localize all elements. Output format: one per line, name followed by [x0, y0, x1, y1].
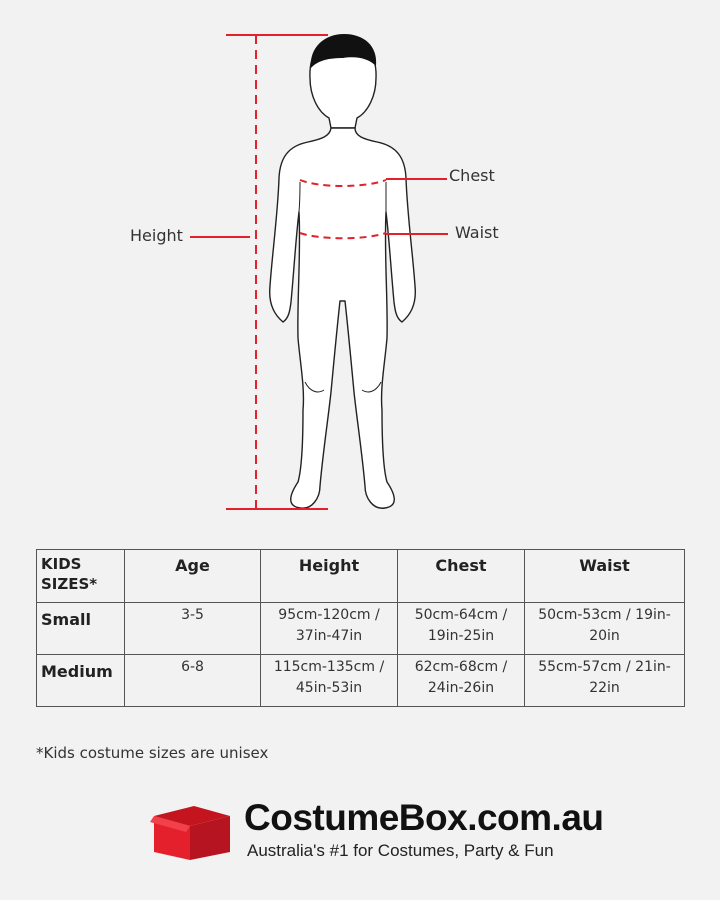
table-row: [37, 603, 685, 655]
chest-label: Chest: [449, 166, 495, 185]
age-cell: 3-5: [125, 603, 261, 655]
brand-name: CostumeBox.com.au: [244, 797, 604, 838]
height-cell: 95cm-120cm / 37in-47in: [261, 603, 398, 655]
brand-tagline: Australia's #1 for Costumes, Party & Fun: [247, 841, 554, 860]
height-label: Height: [130, 226, 183, 245]
header-age: Age: [125, 550, 261, 603]
costume-box-logo-icon: [150, 802, 234, 862]
header-height: Height: [261, 550, 398, 603]
header-kids-line: KIDS: [41, 555, 82, 573]
unisex-footnote: *Kids costume sizes are unisex: [36, 744, 269, 762]
chest-cell: 50cm-64cm / 19in-25in: [398, 603, 525, 655]
waist-cell: 50cm-53cm / 19in-20in: [525, 603, 685, 655]
waist-cell: 55cm-57cm / 21in-22in: [525, 655, 685, 707]
table-row: [37, 655, 685, 707]
table-header-row: [37, 550, 685, 603]
height-cell: 115cm-135cm / 45in-53in: [261, 655, 398, 707]
size-cell: Medium: [37, 655, 125, 707]
kids-size-table: [36, 549, 685, 707]
waist-label: Waist: [455, 223, 499, 242]
size-cell: Small: [37, 603, 125, 655]
header-kids-sizes: [37, 550, 125, 603]
header-chest: Chest: [398, 550, 525, 603]
header-sizes-line: SIZES*: [41, 575, 98, 593]
header-waist: Waist: [525, 550, 685, 603]
age-cell: 6-8: [125, 655, 261, 707]
chest-cell: 62cm-68cm / 24in-26in: [398, 655, 525, 707]
